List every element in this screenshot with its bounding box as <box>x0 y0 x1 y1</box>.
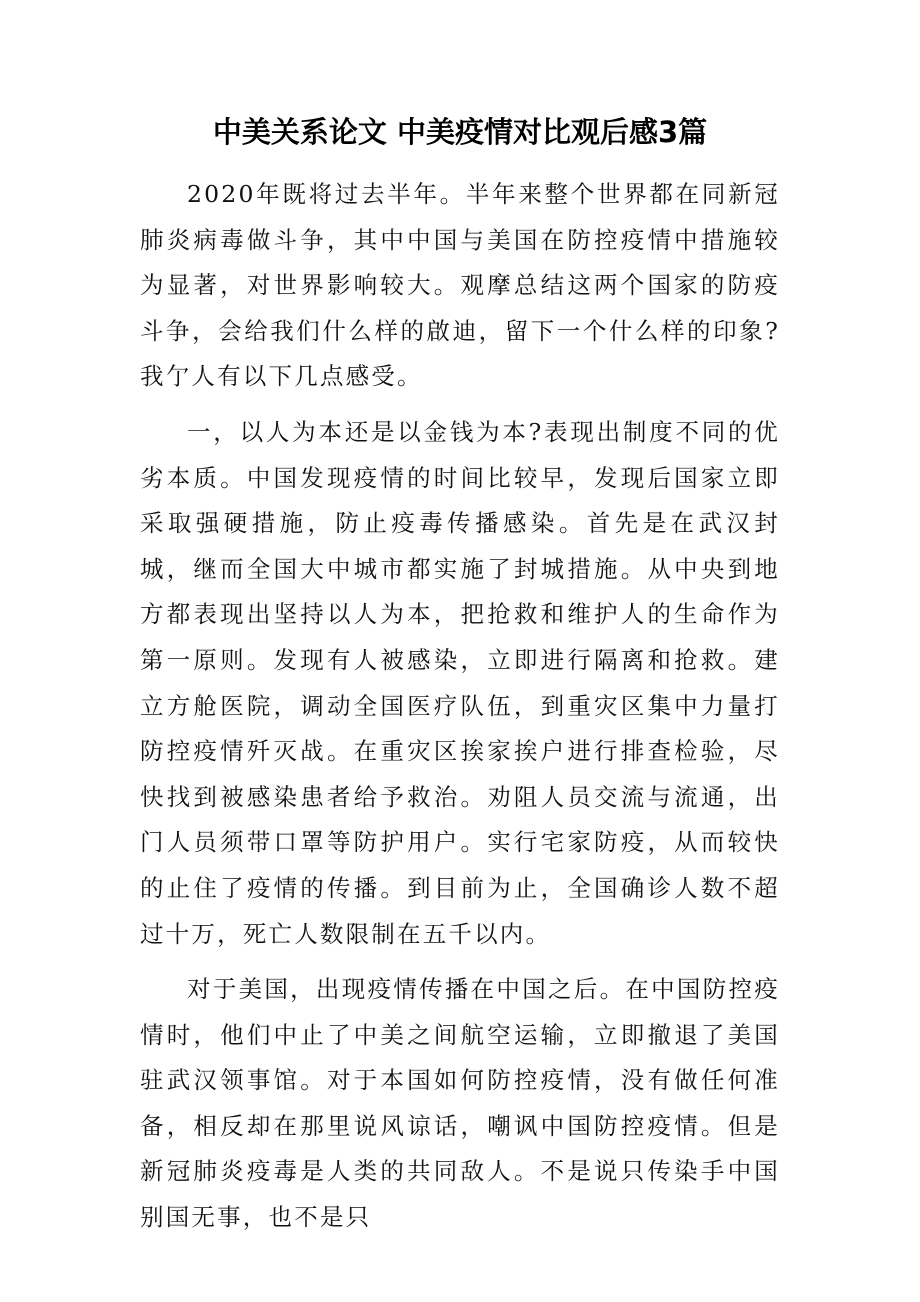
paragraph-usa: 对于美国，出现疫情传播在中国之后。在中国防控疫情时，他们中止了中美之间航空运输，立即撤退了美国驻武汉领事馆。对于本国如何防控疫情，没有做任何准备，相反却在那里说风谅话，嘲讽中国防控疫情。但是新冠肺炎疫毒是人类的共同敌人。不是说只传染手中国别国无事，也不是只 <box>140 975 780 1232</box>
paragraph-intro: 2020年既将过去半年。半年来整个世界都在同新冠肺炎病毒做斗争，其中中国与美国在防控疫情中措施较为显著，对世界影响较大。观摩总结这两个国家的防疫斗争，会给我们什么样的啟迪，留下一个什么样的印象?我亇人有以下几点感受。 <box>140 180 780 391</box>
paragraph-point-one: 一，以人为本还是以金钱为本?表现出制度不同的优劣本质。中国发现疫情的时间比较早，发现后国家立即采取强硬措施，防止疫毒传播感染。首先是在武汉封城，继而全国大中城市都实施了封城措施。从中央到地方都表现出坚持以人为本，把抢救和维护人的生命作为第一原则。发现有人被感染，立即进行隔离和抢救。建立方舱医院，调动全国医疗队伍，到重灾区集中力量打防控疫情歼灭战。在重灾区挨家挨户进行排查检验，尽快找到被感染患者给予救治。劝阻人员交流与流通，出门人员须带口罩等防护用户。实行宅家防疫，从而较快的止住了疫情的传播。到目前为止，全国确诊人数不超过十万，死亡人数限制在五千以内。 <box>140 417 780 948</box>
document-body <box>140 172 780 1251</box>
document-title: 中美关系论文 中美疫情对比观后感3篇 <box>212 115 708 149</box>
